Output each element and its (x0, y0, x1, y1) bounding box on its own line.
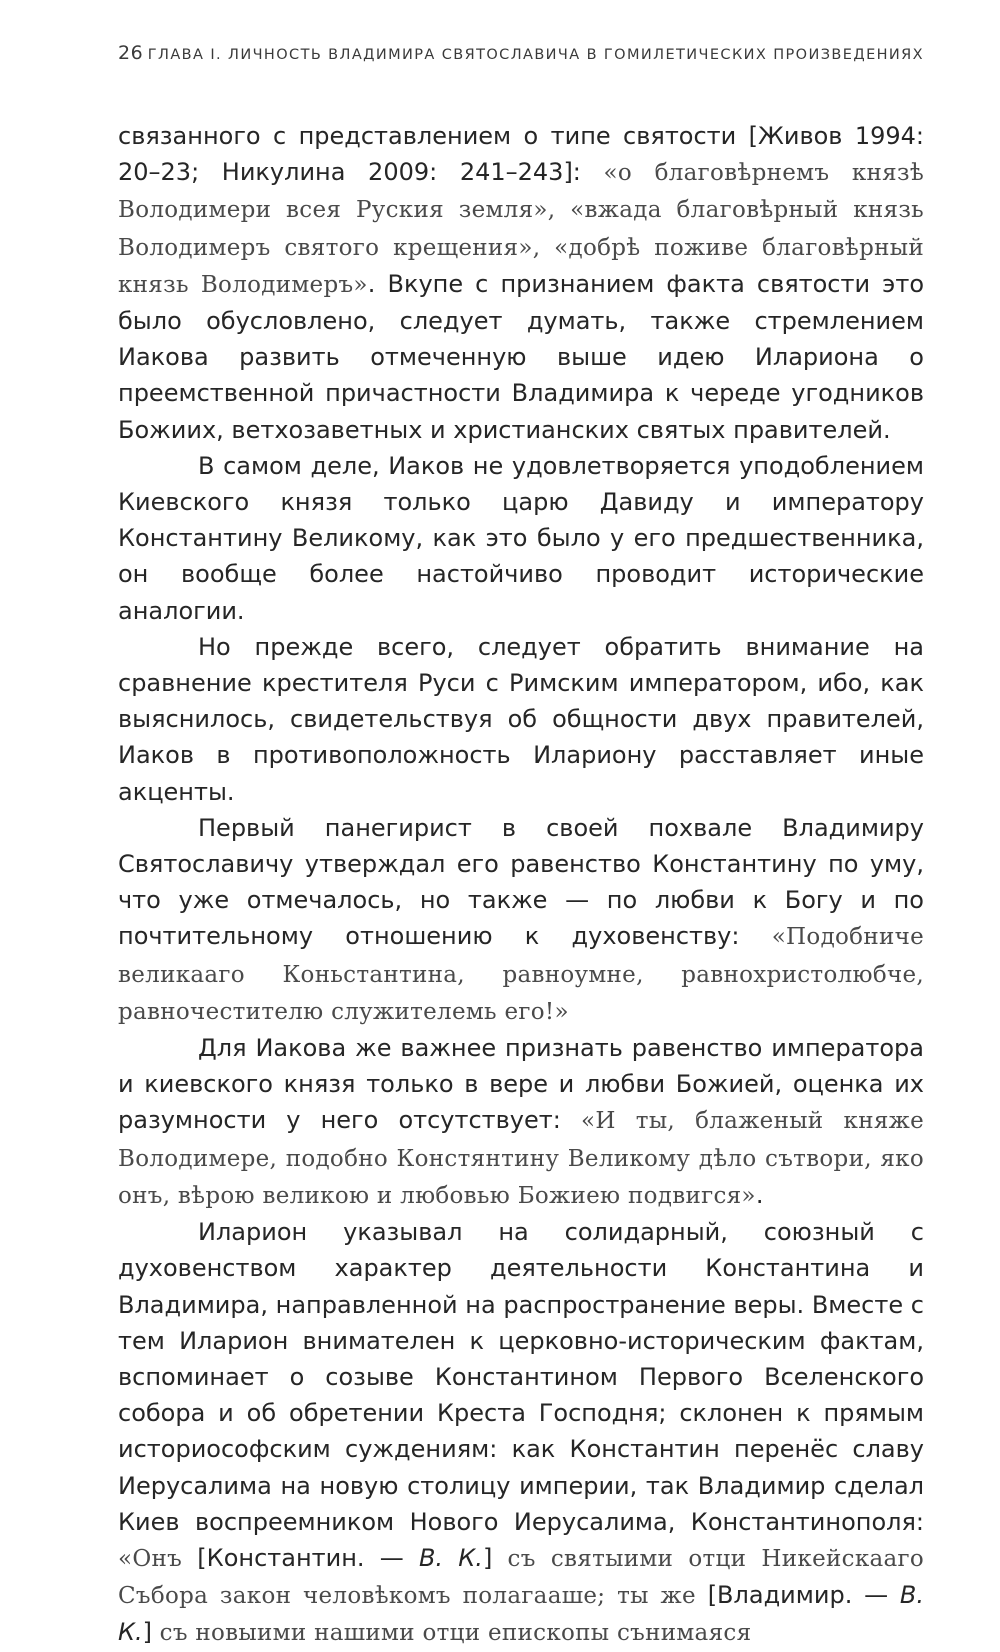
paragraph-1 (118, 118, 924, 448)
paragraph-4 (118, 810, 924, 1030)
old-russian-quote: «Подобниче великааго Коньстантина, равноумне, равнохристолюбче, равночестителю служителемь его!» (118, 924, 924, 1025)
paragraph-3: Но прежде всего, следует обратить внимание на сравнение крестителя Руси с Римским императором, ибо, как выяснилось, свидетельствуя об общности двух правителей, Иаков в противоположность Илариону расставляет иные акценты. (118, 632, 924, 806)
editorial-bracket: [Константин. — (197, 1543, 419, 1572)
editor-initials: В. К. (118, 1581, 924, 1647)
old-russian-quote: съ новыими нашими отци епископы сънимаяся (159, 1620, 752, 1647)
editorial-bracket: [Владимир. — (707, 1581, 900, 1610)
running-head (118, 42, 924, 72)
paragraph-2: В самом деле, Иаков не удовлетворяется уподоблением Киевского князя только царю Давиду и императору Константину Великому, как это было у его предшественника, он вообще более настойчиво проводит исторические аналогии. (118, 451, 924, 625)
paragraph-5 (118, 1030, 924, 1214)
old-russian-quote: съ святыими отци Никейскааго Събора закон человѣкомъ полагааше; ты же (118, 1545, 925, 1610)
text-span: Первый панегирист в своей похвале Владимиру Святославичу утверждал его равенство Константину по уму, что уже отмечалось, но также — по любви к Богу и по почтительному отношению к духовенству: (118, 813, 924, 951)
text-span: связанного с представлением о типе святости [Живов 1994: 20–23; Никулина 2009: 241–243]: (118, 122, 924, 187)
old-russian-quote: «о благовѣрнемъ князѣ Володимери всея Руския земля», «вжада благовѣрный князь Володимеръ святого крещения», «добрѣ поживе благовѣрный князь Володимеръ» (118, 160, 924, 298)
editorial-bracket: ] (482, 1543, 508, 1572)
text-span: . (755, 1180, 764, 1209)
body-text (118, 118, 924, 1652)
editorial-bracket: ] (142, 1618, 160, 1647)
text-span: . Вкупе с признанием факта святости это было обусловлено, следует думать, также стремлением Иакова развить отмеченную выше идею Илариона о преемственной причастности Владимира к череде угодников Божиих, ветхозаветных и христианских святых правителей. (118, 269, 924, 444)
old-russian-quote: «Онъ (118, 1545, 198, 1572)
page-number: 26 (118, 42, 144, 64)
paragraph-6 (118, 1214, 924, 1651)
old-russian-quote: «И ты, блаженый княже Володимере, подобно Констянтину Великому дѣло сътвори, яко онъ, вѣрою великою и любовью Божиею подвигся» (118, 1108, 925, 1209)
text-span: Иларион указывал на солидарный, союзный с духовенством характер деятельности Константина и Владимира, направленной на распространение веры. Вместе с тем Иларион внимателен к церковно-историческим фактам, вспоминает о созыве Константином Первого Вселенского собора и об обретении Креста Господня; склонен к прямым историософским суждениям: как Константин перенёс славу Иерусалима на новую столицу империи, так Владимир сделал Киев воспреемником Нового Иерусалима, Константинополя: (118, 1218, 924, 1536)
text-span: Для Иакова же важнее признать равенство императора и киевского князя только в вере и любви Божией, оценка их разумности у него отсутствует: (118, 1034, 924, 1135)
editor-initials: В. К. (418, 1543, 483, 1572)
chapter-title: ГЛАВА I. ЛИЧНОСТЬ ВЛАДИМИРА СВЯТОСЛАВИЧА В ГОМИЛЕТИЧЕСКИХ ПРОИЗВЕДЕНИЯХ (147, 47, 924, 63)
